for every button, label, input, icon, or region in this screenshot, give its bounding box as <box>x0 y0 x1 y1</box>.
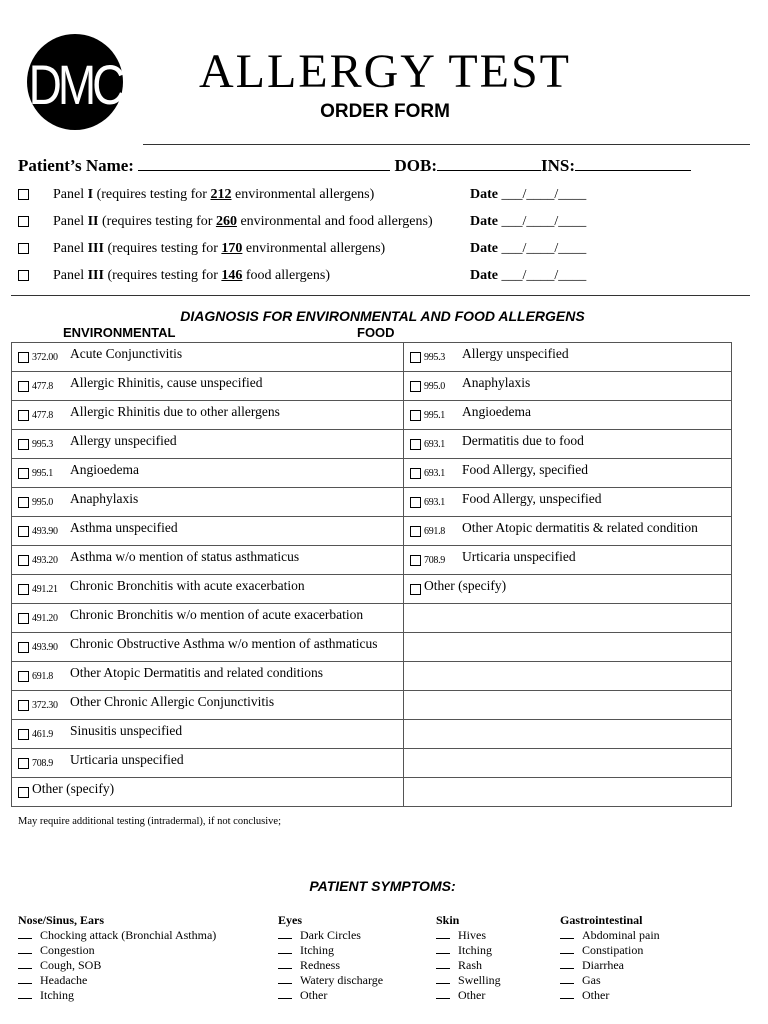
food-cell <box>404 517 732 546</box>
symptom-group <box>436 913 501 1003</box>
diagnosis-checkbox[interactable] <box>410 381 421 392</box>
diagnosis-label: Angioedema <box>462 404 531 419</box>
food-cell <box>404 343 732 372</box>
symptom-check-blank[interactable] <box>278 958 292 969</box>
environmental-cell <box>12 372 404 401</box>
environmental-cell <box>12 430 404 459</box>
symptom-item <box>278 958 383 973</box>
icd-code: 995.3 <box>424 352 446 364</box>
symptom-item <box>278 988 383 1003</box>
table-row <box>12 691 732 720</box>
diagnosis-checkbox[interactable] <box>18 787 29 798</box>
panel-number: III <box>87 241 104 256</box>
dob-field[interactable] <box>437 156 541 171</box>
environmental-cell <box>12 633 404 662</box>
diagnosis-checkbox[interactable] <box>410 468 421 479</box>
diagnosis-checkbox[interactable] <box>18 468 29 479</box>
table-row <box>12 517 732 546</box>
diagnosis-checkbox[interactable] <box>18 381 29 392</box>
date-field[interactable]: ___/____/____ <box>501 214 587 229</box>
panel-number: III <box>87 268 104 283</box>
symptom-item <box>560 928 660 943</box>
diagnosis-label: Other Chronic Allergic Conjunctivitis <box>70 694 275 709</box>
icd-code: 477.8 <box>32 381 54 393</box>
food-cell <box>404 662 732 691</box>
panel-row <box>18 214 433 230</box>
icd-code: 491.21 <box>32 584 58 596</box>
food-cell <box>404 633 732 662</box>
environmental-cell <box>12 488 404 517</box>
panel-date <box>470 241 586 257</box>
ins-label: INS: <box>540 156 575 175</box>
icd-code: 693.1 <box>424 497 446 509</box>
diagnosis-checkbox[interactable] <box>18 613 29 624</box>
icd-code: 995.0 <box>32 497 54 509</box>
table-row <box>12 372 732 401</box>
diagnosis-checkbox[interactable] <box>18 497 29 508</box>
symptoms-title: PATIENT SYMPTOMS: <box>309 878 456 894</box>
diagnosis-label: Other (specify) <box>32 781 115 796</box>
symptom-group-heading: Eyes <box>278 913 302 927</box>
symptom-check-blank[interactable] <box>278 988 292 999</box>
diagnosis-label: Dermatitis due to food <box>462 433 584 448</box>
panel-row <box>18 241 385 257</box>
table-row <box>12 575 732 604</box>
diagnosis-checkbox[interactable] <box>18 439 29 450</box>
panel-desc-end: food allergens) <box>242 268 330 283</box>
diagnosis-label: Chronic Bronchitis w/o mention of acute exacerbation <box>70 607 364 622</box>
date-field[interactable]: ___/____/____ <box>501 241 587 256</box>
symptom-item <box>278 928 383 943</box>
patient-name-field[interactable] <box>138 156 390 171</box>
table-row <box>12 343 732 372</box>
diagnosis-label: Chronic Obstructive Asthma w/o mention of asthmaticus <box>70 636 378 651</box>
page-title: ALLERGY TEST <box>199 45 571 98</box>
food-cell <box>404 401 732 430</box>
symptom-item <box>436 928 501 943</box>
symptom-item <box>436 988 501 1003</box>
symptom-label: Chocking attack (Bronchial Asthma) <box>40 928 217 942</box>
symptom-group-heading: Skin <box>436 913 460 927</box>
environmental-cell <box>12 575 404 604</box>
icd-code: 493.90 <box>32 526 58 538</box>
diagnosis-checkbox[interactable] <box>410 497 421 508</box>
table-row <box>12 778 732 807</box>
symptom-group <box>560 913 660 1003</box>
food-header: FOOD <box>357 325 395 340</box>
environmental-cell <box>12 401 404 430</box>
symptom-label: Cough, SOB <box>40 958 102 972</box>
icd-code: 372.00 <box>32 352 58 364</box>
environmental-header: ENVIRONMENTAL <box>63 325 176 340</box>
food-cell <box>404 604 732 633</box>
symptom-check-blank[interactable] <box>278 928 292 939</box>
icd-code: 493.90 <box>32 642 58 654</box>
icd-code: 372.30 <box>32 700 58 712</box>
symptom-item <box>560 973 660 988</box>
icd-code: 491.20 <box>32 613 58 625</box>
food-cell <box>404 778 732 807</box>
table-row <box>12 401 732 430</box>
panel-date <box>470 268 586 284</box>
diagnosis-label: Other Atopic dermatitis & related condition <box>462 520 698 535</box>
symptom-label: Swelling <box>458 973 501 987</box>
header-divider <box>143 144 750 145</box>
diagnosis-label: Angioedema <box>70 462 139 477</box>
environmental-cell <box>12 343 404 372</box>
diagnosis-label: Food Allergy, unspecified <box>462 491 602 506</box>
symptom-group-heading: Nose/Sinus, Ears <box>18 913 105 927</box>
diagnosis-checkbox[interactable] <box>410 410 421 421</box>
icd-code: 708.9 <box>32 758 54 770</box>
symptom-check-blank[interactable] <box>436 928 450 939</box>
diagnosis-label: Anaphylaxis <box>70 491 139 506</box>
panel-number: II <box>87 214 99 229</box>
date-field[interactable]: ___/____/____ <box>501 268 587 283</box>
panel-number: I <box>87 187 94 202</box>
panel-checkbox[interactable] <box>18 243 29 254</box>
testing-note: May require additional testing (intradermal), if not conclusive; <box>18 816 282 827</box>
date-label: Date <box>470 268 498 283</box>
food-cell <box>404 749 732 778</box>
icd-code: 493.20 <box>32 555 58 567</box>
logo-text: DMC <box>28 53 122 117</box>
icd-code: 995.1 <box>32 468 54 480</box>
symptom-check-blank[interactable] <box>436 988 450 999</box>
diagnosis-checkbox[interactable] <box>18 526 29 537</box>
environmental-cell <box>12 662 404 691</box>
symptom-label: Headache <box>40 973 88 987</box>
symptom-label: Redness <box>300 958 340 972</box>
date-label: Date <box>470 187 498 202</box>
table-row <box>12 488 732 517</box>
symptom-check-blank[interactable] <box>18 928 32 939</box>
symptom-item <box>18 973 216 988</box>
panel-desc-start: (requires testing for <box>98 214 216 229</box>
diagnosis-checkbox[interactable] <box>410 439 421 450</box>
symptom-item <box>18 958 216 973</box>
panel-desc-start: (requires testing for <box>93 187 211 202</box>
diagnosis-checkbox[interactable] <box>18 642 29 653</box>
food-cell <box>404 430 732 459</box>
diagnosis-checkbox[interactable] <box>410 526 421 537</box>
symptom-label: Other <box>300 988 328 1002</box>
food-cell <box>404 691 732 720</box>
icd-code: 691.8 <box>424 526 446 538</box>
panel-desc-start: (requires testing for <box>103 241 222 256</box>
symptom-label: Dark Circles <box>300 928 361 942</box>
panel-allergen-count: 260 <box>215 214 237 229</box>
panel-checkbox[interactable] <box>18 189 29 200</box>
symptom-item <box>560 958 660 973</box>
symptom-check-blank[interactable] <box>18 988 32 999</box>
table-row <box>12 720 732 749</box>
symptom-label: Hives <box>458 928 486 942</box>
symptom-label: Itching <box>40 988 74 1002</box>
panel-checkbox[interactable] <box>18 270 29 281</box>
environmental-cell <box>12 546 404 575</box>
diagnosis-label: Acute Conjunctivitis <box>70 346 183 361</box>
panel-prefix: Panel <box>53 268 88 283</box>
symptom-group <box>18 913 216 1003</box>
diagnosis-checkbox[interactable] <box>410 352 421 363</box>
panel-desc-end: environmental and food allergens) <box>236 214 433 229</box>
table-row <box>12 633 732 662</box>
panel-desc-start: (requires testing for <box>103 268 222 283</box>
patient-name-label: Patient’s Name: <box>18 156 134 175</box>
diagnosis-label: Urticaria unspecified <box>70 752 184 767</box>
table-row <box>12 662 732 691</box>
symptom-item <box>18 988 216 1003</box>
diagnosis-label: Allergic Rhinitis due to other allergens <box>70 404 280 419</box>
environmental-cell <box>12 691 404 720</box>
symptom-check-blank[interactable] <box>560 928 574 939</box>
symptom-check-blank[interactable] <box>18 943 32 954</box>
food-cell <box>404 488 732 517</box>
panel-row <box>18 268 330 284</box>
diagnosis-table <box>11 342 732 807</box>
patient-info-line <box>18 156 691 176</box>
symptom-check-blank[interactable] <box>436 943 450 954</box>
symptom-label: Other <box>458 988 486 1002</box>
symptom-check-blank[interactable] <box>18 973 32 984</box>
diagnosis-checkbox[interactable] <box>18 700 29 711</box>
icd-code: 708.9 <box>424 555 446 567</box>
diagnosis-checkbox[interactable] <box>18 671 29 682</box>
panel-divider <box>11 295 750 296</box>
symptom-group <box>278 913 383 1003</box>
diagnosis-checkbox[interactable] <box>18 584 29 595</box>
icd-code: 477.8 <box>32 410 54 422</box>
icd-code: 691.8 <box>32 671 54 683</box>
page-subtitle: ORDER FORM <box>320 101 450 122</box>
symptom-label: Abdominal pain <box>582 928 660 942</box>
symptom-check-blank[interactable] <box>560 973 574 984</box>
panel-date <box>470 214 586 230</box>
dmc-logo <box>27 34 123 130</box>
diagnosis-checkbox[interactable] <box>18 758 29 769</box>
symptom-check-blank[interactable] <box>560 943 574 954</box>
diagnosis-label: Food Allergy, specified <box>462 462 588 477</box>
diagnosis-label: Sinusitis unspecified <box>70 723 183 738</box>
symptom-check-blank[interactable] <box>18 958 32 969</box>
icd-code: 995.0 <box>424 381 446 393</box>
symptom-check-blank[interactable] <box>560 958 574 969</box>
environmental-cell <box>12 720 404 749</box>
date-label: Date <box>470 241 498 256</box>
ins-field[interactable] <box>575 156 691 171</box>
symptom-item <box>436 973 501 988</box>
symptom-check-blank[interactable] <box>436 973 450 984</box>
panel-date <box>470 187 586 203</box>
panel-allergen-count: 212 <box>210 187 232 202</box>
diagnosis-label: Anaphylaxis <box>462 375 531 390</box>
panel-allergen-count: 146 <box>221 268 243 283</box>
symptom-label: Diarrhea <box>582 958 624 972</box>
panel-desc-end: environmental allergens) <box>242 241 386 256</box>
diagnosis-checkbox[interactable] <box>18 352 29 363</box>
environmental-cell <box>12 459 404 488</box>
panel-checkbox[interactable] <box>18 216 29 227</box>
symptom-item <box>278 973 383 988</box>
environmental-cell <box>12 517 404 546</box>
symptom-item <box>18 943 216 958</box>
symptom-label: Itching <box>458 943 492 957</box>
symptom-check-blank[interactable] <box>278 973 292 984</box>
food-cell <box>404 575 732 604</box>
symptom-item <box>436 943 501 958</box>
icd-code: 461.9 <box>32 729 54 741</box>
food-cell <box>404 546 732 575</box>
symptom-label: Constipation <box>582 943 644 957</box>
diagnosis-checkbox[interactable] <box>18 410 29 421</box>
symptom-item <box>560 988 660 1003</box>
symptom-item <box>18 928 216 943</box>
icd-code: 693.1 <box>424 439 446 451</box>
table-row <box>12 459 732 488</box>
symptom-check-blank[interactable] <box>278 943 292 954</box>
diagnosis-label: Other (specify) <box>424 578 507 593</box>
diagnosis-checkbox[interactable] <box>18 555 29 566</box>
symptom-label: Gas <box>582 973 601 987</box>
diagnosis-checkbox[interactable] <box>410 584 421 595</box>
icd-code: 995.3 <box>32 439 54 451</box>
food-cell <box>404 459 732 488</box>
diagnosis-label: Asthma w/o mention of status asthmaticus <box>70 549 300 564</box>
diagnosis-label: Allergy unspecified <box>70 433 177 448</box>
diagnosis-label: Asthma unspecified <box>70 520 178 535</box>
panel-prefix: Panel <box>53 214 88 229</box>
date-field[interactable]: ___/____/____ <box>501 187 587 202</box>
date-label: Date <box>470 214 498 229</box>
dob-label: DOB: <box>394 156 437 175</box>
panel-allergen-count: 170 <box>221 241 243 256</box>
symptom-label: Other <box>582 988 610 1002</box>
table-row <box>12 546 732 575</box>
panel-prefix: Panel <box>53 241 88 256</box>
symptom-label: Congestion <box>40 943 95 957</box>
symptom-check-blank[interactable] <box>560 988 574 999</box>
diagnosis-label: Urticaria unspecified <box>462 549 576 564</box>
panel-desc-end: environmental allergens) <box>231 187 375 202</box>
symptom-item <box>436 958 501 973</box>
symptom-item <box>278 943 383 958</box>
food-cell <box>404 720 732 749</box>
environmental-cell <box>12 778 404 807</box>
panel-row <box>18 187 374 203</box>
symptom-item <box>560 943 660 958</box>
symptom-label: Itching <box>300 943 334 957</box>
table-row <box>12 430 732 459</box>
table-row <box>12 749 732 778</box>
symptom-label: Watery discharge <box>300 973 384 987</box>
symptom-group-heading: Gastrointestinal <box>560 913 643 927</box>
symptom-label: Rash <box>458 958 482 972</box>
diagnosis-label: Allergic Rhinitis, cause unspecified <box>70 375 263 390</box>
diagnosis-checkbox[interactable] <box>18 729 29 740</box>
icd-code: 693.1 <box>424 468 446 480</box>
diagnosis-label: Allergy unspecified <box>462 346 569 361</box>
diagnosis-checkbox[interactable] <box>410 555 421 566</box>
environmental-cell <box>12 604 404 633</box>
diagnosis-label: Other Atopic Dermatitis and related conditions <box>70 665 324 680</box>
panel-prefix: Panel <box>53 187 88 202</box>
table-row <box>12 604 732 633</box>
environmental-cell <box>12 749 404 778</box>
icd-code: 995.1 <box>424 410 446 422</box>
symptom-check-blank[interactable] <box>436 958 450 969</box>
diagnosis-label: Chronic Bronchitis with acute exacerbation <box>70 578 305 593</box>
food-cell <box>404 372 732 401</box>
diagnosis-title: DIAGNOSIS FOR ENVIRONMENTAL AND FOOD ALLERGENS <box>180 308 585 324</box>
